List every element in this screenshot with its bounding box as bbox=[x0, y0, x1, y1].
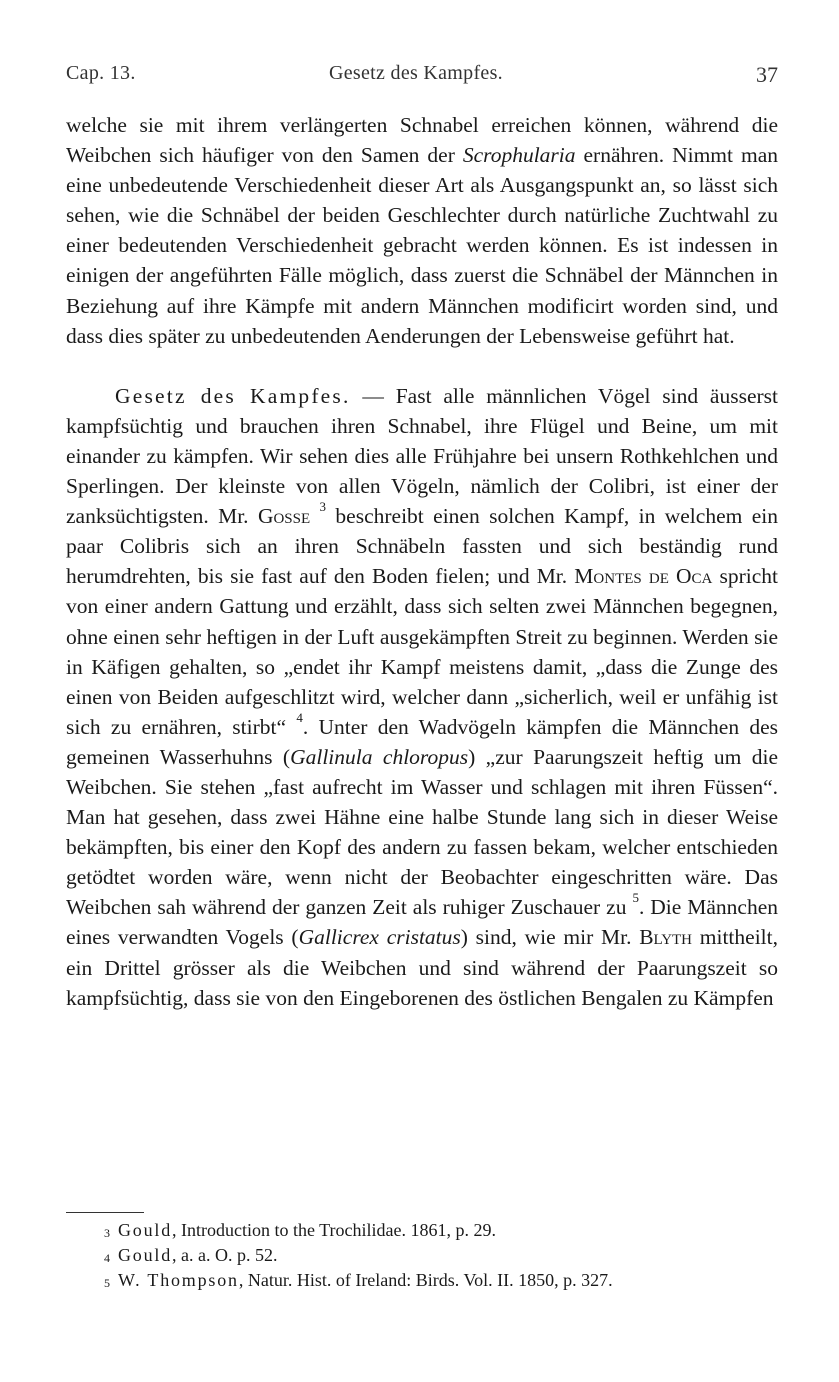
para2-text-e: ) „zur Paarungszeit heftig um die Weibchen. Sie stehen „fast aufrecht im Wasser und schlagen mit ihren Füssen“. Man hat gesehen, dass zwei Hähne eine halbe Stunde lang sich in dieser Weise bekämpften, bis einer den Kopf des andern zu fassen bekam, welcher entschieden getödtet worden wäre, wenn nicht der Beobachter eingeschritten wäre. Das Weibchen sah während der ganzen Zeit als ruhiger Zuschauer zu bbox=[66, 744, 779, 920]
taxon-gallinula: Gallinula chloropus bbox=[290, 744, 469, 769]
footnote-text: , a. a. O. p. 52. bbox=[172, 1245, 278, 1265]
footnote-number: 3 bbox=[104, 1226, 110, 1240]
body-text bbox=[66, 110, 778, 1013]
taxon-scrophularia: Scrophularia bbox=[462, 143, 576, 168]
paragraph-2 bbox=[66, 381, 778, 1013]
page-number: 37 bbox=[756, 62, 778, 87]
author-blyth: Blyth bbox=[639, 925, 693, 950]
footnote-5 bbox=[104, 1268, 784, 1293]
footnote-author: W. Thompson bbox=[118, 1270, 239, 1290]
running-title: Gesetz des Kampfes. bbox=[329, 62, 503, 84]
footnote-4 bbox=[104, 1243, 784, 1268]
footnote-text: , Introduction to the Trochilidae. 1861, p. 29. bbox=[172, 1220, 496, 1240]
para2-text-g: ) sind, wie mir Mr. bbox=[460, 925, 640, 950]
footnote-number: 5 bbox=[104, 1276, 110, 1290]
footnote-author: Gould bbox=[118, 1220, 172, 1240]
author-gosse: Gosse bbox=[257, 504, 311, 529]
para2-text-b: beschreibt einen solchen Kampf, in welchem ein paar Colibris sich an ihren Schnäbeln fassten und sich beständig rund herumdrehten, bis sie fast auf den Boden fielen; und Mr. bbox=[66, 504, 778, 589]
chapter-label: Cap. 13. bbox=[66, 62, 136, 84]
para2-text-d: . Unter den Wadvögeln kämpfen die Männchen des gemeinen Wasserhuhns ( bbox=[66, 714, 778, 769]
footnote-ref-3[interactable]: 3 bbox=[319, 499, 327, 515]
para1-text-b: ernähren. Nimmt man eine unbedeutende Verschiedenheit dieser Art als Ausgangspunkt an, so lässt sich sehen, wie die Schnäbel der beiden Geschlechter durch natürliche Zuchtwahl zu einer bedeutenden Verschiedenheit gebracht werden können. Es ist indessen in einigen der angeführten Fälle möglich, dass zuerst die Schnäbel der Männchen in Beziehung auf ihre Kämpfe mit andern Männchen modificirt worden sind, und dass dies später zu unbedeutenden Aenderungen der Lebensweise geführt hat. bbox=[66, 143, 778, 348]
author-montes-de-oca: Montes de Oca bbox=[574, 564, 713, 589]
para2-text-a: — Fast alle männlichen Vögel sind äusserst kampfsüchtig und brauchen ihren Schnabel, ihre Flügel und Beine, um mit einander zu kämpfen. Wir sehen dies alle Frühjahre bei unsern Rothkehlchen und Sperlingen. Der kleinste von allen Vögeln, nämlich der Colibri, ist einer der zanksüchtigsten. Mr. bbox=[66, 383, 778, 529]
section-heading: Gesetz des Kampfes. bbox=[115, 383, 351, 408]
footnote-number: 4 bbox=[104, 1251, 110, 1265]
para2-text-h: mittheilt, ein Drittel grösser als die Weibchen und sind während der Paarungszeit so kampfsüchtig, dass sie von den Eingeborenen des östlichen Bengalen zu Kämpfen bbox=[66, 925, 778, 1010]
footnote-ref-5[interactable]: 5 bbox=[632, 890, 639, 906]
footnote-ref-4[interactable]: 4 bbox=[296, 709, 303, 725]
footnote-author: Gould bbox=[118, 1245, 172, 1265]
running-header bbox=[66, 62, 778, 88]
taxon-gallicrex: Gallicrex cristatus bbox=[298, 925, 461, 950]
para1-text-a: welche sie mit ihrem verlängerten Schnabel erreichen können, während die Weibchen sich häufiger von den Samen der bbox=[66, 113, 778, 168]
footnote-rule bbox=[66, 1212, 144, 1213]
footnote-3 bbox=[104, 1218, 784, 1243]
paragraph-1 bbox=[66, 110, 778, 351]
para2-text-f: . Die Männchen eines verwandten Vogels ( bbox=[66, 895, 779, 950]
para2-text-c: spricht von einer andern Gattung und erzählt, dass sich selten zwei Männchen begegnen, ohne einen sehr heftigen in der Luft ausgekämpften Streit zu beginnen. Werden sie in Käfigen gehalten, so „endet ihr Kampf meistens damit, „dass die Zunge des einen von Beiden aufgeschlitzt wird, welcher dann „sicherlich, weil er unfähig ist sich zu ernähren, stirbt“ bbox=[66, 564, 778, 739]
footnotes bbox=[104, 1218, 784, 1293]
footnote-text: , Natur. Hist. of Ireland: Birds. Vol. II. 1850, p. 327. bbox=[238, 1270, 613, 1290]
